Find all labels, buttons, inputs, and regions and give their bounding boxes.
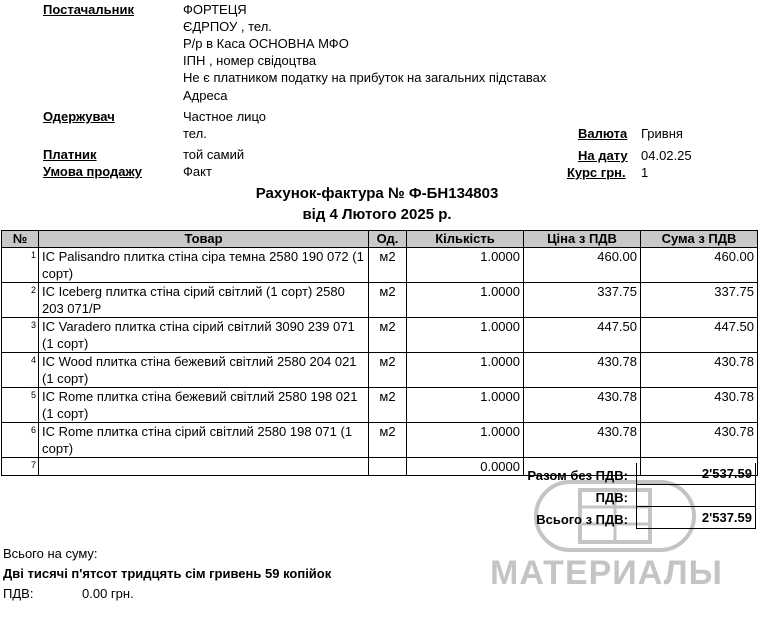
row-item: IC Iceberg плитка стіна сірий світлий (1 сорт) 2580 203 071/Р	[39, 283, 369, 318]
table-row	[2, 353, 758, 388]
row-sum: 430.78	[641, 423, 758, 458]
invoice-title: Рахунок-фактура № Ф-БН134803	[255, 185, 499, 202]
row-item: IC Rome плитка стіна сірий світлий 2580 198 071 (1 сорт)	[39, 423, 369, 458]
row-number: 7	[2, 458, 39, 476]
receiver-name: Частное лицо	[183, 109, 266, 124]
date-value: 04.02.25	[641, 148, 692, 163]
table-row	[2, 283, 758, 318]
watermark-text: МАТЕРИАЛЫ	[490, 554, 723, 592]
summary-vat-label: ПДВ:	[3, 586, 34, 601]
row-sum: 430.78	[641, 388, 758, 423]
row-unit: м2	[369, 318, 407, 353]
date-label: На дату	[578, 148, 628, 163]
row-quantity: 1.0000	[407, 248, 524, 283]
payer-value: той самий	[183, 147, 245, 162]
row-quantity: 1.0000	[407, 283, 524, 318]
supplier-edrpou: ЄДРПОУ , тел.	[183, 19, 272, 34]
row-item: IC Palisandro плитка стіна сіра темна 2580 190 072 (1 сорт)	[39, 248, 369, 283]
row-number: 2	[2, 283, 39, 318]
sale-terms-value: Факт	[183, 164, 212, 179]
row-price: 447.50	[524, 318, 641, 353]
items-table	[1, 230, 758, 476]
table-row	[2, 248, 758, 283]
row-unit: м2	[369, 248, 407, 283]
supplier-label: Постачальник	[43, 2, 134, 17]
table-row	[2, 423, 758, 458]
row-number: 4	[2, 353, 39, 388]
row-price: 430.78	[524, 423, 641, 458]
col-header-price: Ціна з ПДВ	[524, 231, 641, 248]
supplier-name: ФОРТЕЦЯ	[183, 2, 247, 17]
row-item: IC Varadero плитка стіна сірий світлий 3090 239 071 (1 сорт)	[39, 318, 369, 353]
col-header-number: №	[2, 231, 39, 248]
summary-vat-value: 0.00 грн.	[82, 586, 134, 601]
invoice-date: від 4 Лютого 2025 р.	[302, 206, 452, 223]
row-sum: 430.78	[641, 353, 758, 388]
row-price: 337.75	[524, 283, 641, 318]
row-unit: м2	[369, 423, 407, 458]
table-header-row	[2, 231, 758, 248]
total-with-vat-value: 2'537.59	[636, 507, 756, 529]
col-header-quantity: Кількість	[407, 231, 524, 248]
row-item: IC Rome плитка стіна бежевий світлий 2580 198 021 (1 сорт)	[39, 388, 369, 423]
total-without-vat-value: 2'537.59	[636, 463, 756, 485]
row-price: 460.00	[524, 248, 641, 283]
total-without-vat-label: Разом без ПДВ:	[527, 468, 628, 483]
total-with-vat-label: Всього з ПДВ:	[536, 512, 628, 527]
vat-value	[636, 485, 756, 507]
col-header-item: Товар	[39, 231, 369, 248]
col-header-sum: Сума з ПДВ	[641, 231, 758, 248]
supplier-ipn: ІПН , номер свідоцтва	[183, 53, 317, 68]
vat-label: ПДВ:	[595, 490, 628, 505]
currency-value: Гривня	[641, 126, 683, 141]
payer-label: Платник	[43, 147, 97, 162]
row-price: 430.78	[524, 388, 641, 423]
row-quantity: 1.0000	[407, 388, 524, 423]
row-item	[39, 458, 369, 476]
row-unit: м2	[369, 353, 407, 388]
table-row	[2, 388, 758, 423]
supplier-address: Адреса	[183, 88, 228, 103]
row-unit: м2	[369, 283, 407, 318]
receiver-label: Одержувач	[43, 109, 115, 124]
row-number: 1	[2, 248, 39, 283]
row-unit: м2	[369, 388, 407, 423]
row-sum: 337.75	[641, 283, 758, 318]
row-number: 5	[2, 388, 39, 423]
row-quantity: 0.0000	[407, 458, 524, 476]
summary-label: Всього на суму:	[3, 546, 98, 561]
receiver-phone: тел.	[183, 126, 207, 141]
row-quantity: 1.0000	[407, 423, 524, 458]
row-sum: 447.50	[641, 318, 758, 353]
row-price: 430.78	[524, 353, 641, 388]
rate-value: 1	[641, 165, 649, 180]
row-number: 3	[2, 318, 39, 353]
currency-label: Валюта	[578, 126, 628, 141]
row-sum: 460.00	[641, 248, 758, 283]
row-quantity: 1.0000	[407, 318, 524, 353]
row-quantity: 1.0000	[407, 353, 524, 388]
table-row	[2, 318, 758, 353]
rate-label: Курс грн.	[567, 165, 626, 180]
col-header-unit: Од.	[369, 231, 407, 248]
supplier-account: Р/р в Каса ОСНОВНА МФО	[183, 36, 349, 51]
sale-terms-label: Умова продажу	[43, 164, 142, 179]
row-item: IC Wood плитка стіна бежевий світлий 2580 204 021 (1 сорт)	[39, 353, 369, 388]
row-number: 6	[2, 423, 39, 458]
summary-words: Дві тисячі п'ятсот тридцять сім гривень 59 копійок	[3, 566, 332, 581]
supplier-tax-status: Не є платником податку на прибуток на загальних підставах	[183, 70, 547, 85]
